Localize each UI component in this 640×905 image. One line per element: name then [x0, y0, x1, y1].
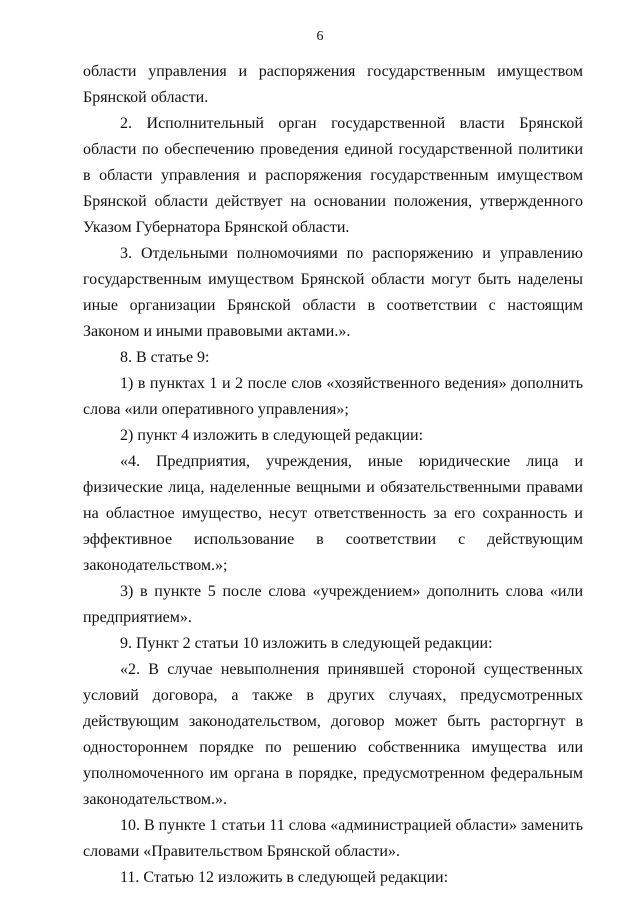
page-number: 6: [316, 29, 324, 44]
paragraph-item-9: 9. Пункт 2 статьи 10 изложить в следующей редакции:: [120, 635, 493, 652]
paragraph-quoted-item-2: «2. В случае невыполнения принявшей стороной существенных условий договора, а также в других случаях, предусмотренных действующим законодательством, договор может быть расторгнут в одностороннем порядке по решению собственника имущества или уполномоченного им органа в порядке, предусмотренном федеральным законодательством.».: [83, 661, 583, 808]
paragraph-subitem-2: 2) пункт 4 изложить в следующей редакции:: [120, 427, 424, 444]
paragraph-subitem-1: 1) в пунктах 1 и 2 после слов «хозяйственного ведения» дополнить слова «или оперативного управления»;: [83, 375, 583, 418]
paragraph-item-2: 2. Исполнительный орган государственной власти Брянской области по обеспечению проведения единой государственной политики в области управления и распоряжения государственным имуществом Брянской области действует на основании положения, утвержденного Указом Губернатора Брянской области.: [83, 115, 583, 236]
paragraph-item-8: 8. В статье 9:: [120, 349, 210, 366]
paragraph-quoted-item-4: «4. Предприятия, учреждения, иные юридические лица и физические лица, наделенные вещными и обязательственными правами на областное имущество, несут ответственность за его сохранность и эффективное использование в соответствии с действующим законодательством.»;: [83, 453, 583, 574]
paragraph-item-10: 10. В пункте 1 статьи 11 слова «администрацией области» заменить словами «Правительством Брянской области».: [83, 817, 583, 860]
document-body: [83, 59, 583, 891]
paragraph-continuation: области управления и распоряжения государственным имуществом Брянской области.: [83, 63, 583, 106]
paragraph-item-3: 3. Отдельными полномочиями по распоряжению и управлению государственным имуществом Брянской области могут быть наделены иные организации Брянской области в соответствии с настоящим Законом и иными правовыми актами.».: [83, 245, 583, 340]
paragraph-item-11: 11. Статью 12 изложить в следующей редакции:: [120, 869, 449, 886]
paragraph-subitem-3: 3) в пункте 5 после слова «учреждением» дополнить слова «или предприятием».: [83, 583, 583, 626]
